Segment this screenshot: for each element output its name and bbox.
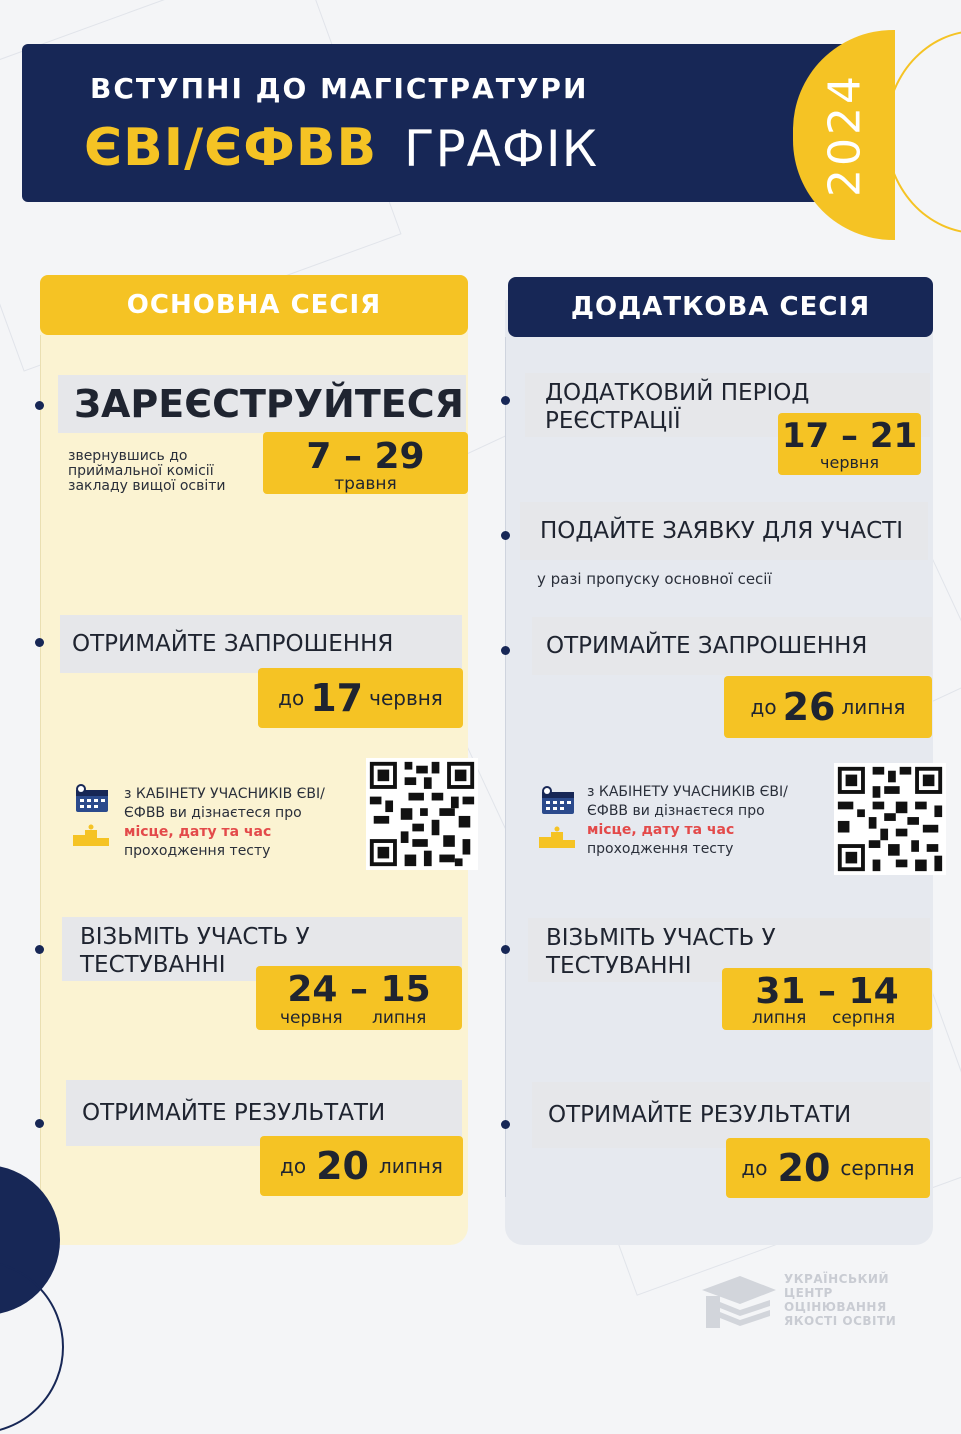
date-day: 26	[782, 685, 836, 729]
info-highlight: місце, дату та час	[124, 824, 272, 840]
logo-line: УКРАЇНСЬКИЙ	[784, 1272, 889, 1286]
info-line: з КАБІНЕТУ УЧАСНИКІВ ЄВІ/	[587, 784, 788, 800]
info-line: проходження тесту	[124, 843, 271, 859]
header-title-accent: ЄВІ/ЄФВВ	[84, 118, 378, 178]
podium-icon	[538, 826, 576, 850]
extra-apply-title: ПОДАЙТЕ ЗАЯВКУ ДЛЯ УЧАСТІ	[520, 502, 928, 560]
logo-line: ОЦІНЮВАННЯ	[784, 1300, 887, 1314]
date-prefix: до	[278, 686, 305, 710]
extra-info-text	[587, 783, 788, 859]
extra-results-title: ОТРИМАЙТЕ РЕЗУЛЬТАТИ	[532, 1082, 930, 1148]
info-line: проходження тесту	[587, 841, 734, 857]
main-register-date-pill	[263, 432, 468, 494]
date-month: липня	[841, 695, 906, 719]
date-month: червня	[369, 686, 443, 710]
date-month-end: серпня	[832, 1008, 896, 1028]
main-info-text	[124, 785, 325, 861]
calendar-icon	[74, 784, 110, 814]
qr-code[interactable]	[366, 758, 478, 870]
note-line: приймальної комісії	[68, 463, 214, 479]
extra-timeline-line	[505, 337, 506, 1197]
timeline-dot	[501, 396, 510, 405]
extra-session-heading: ДОДАТКОВА СЕСІЯ	[508, 277, 933, 337]
podium-icon	[72, 824, 110, 848]
extra-results-date-pill	[726, 1138, 930, 1198]
main-invite-title: ОТРИМАЙТЕ ЗАПРОШЕННЯ	[60, 615, 462, 673]
date-prefix: до	[750, 695, 777, 719]
date-day: 17	[310, 676, 364, 720]
date-range: 24 – 15	[287, 969, 431, 1010]
date-range: 31 – 14	[755, 971, 899, 1012]
date-prefix: до	[741, 1156, 768, 1180]
date-day: 20	[777, 1146, 831, 1190]
header-subtitle: ВСТУПНІ ДО МАГІСТРАТУРИ	[90, 72, 589, 105]
note-line: звернувшись до	[68, 448, 188, 464]
date-range: 17 – 21	[781, 416, 918, 456]
info-line: ЄФВВ ви дізнаєтеся про	[587, 803, 765, 819]
timeline-dot	[35, 401, 44, 410]
date-month: травня	[334, 474, 397, 494]
date-month: серпня	[840, 1156, 915, 1180]
timeline-dot	[501, 646, 510, 655]
timeline-dot	[501, 531, 510, 540]
date-month: липня	[379, 1154, 443, 1178]
ucoyo-logo-icon	[700, 1272, 778, 1334]
date-month-start: липня	[752, 1008, 807, 1028]
timeline-dot	[501, 1120, 510, 1129]
timeline-dot	[501, 945, 510, 954]
date-prefix: до	[280, 1154, 307, 1178]
timeline-dot	[35, 638, 44, 647]
date-month-start: червня	[280, 1008, 343, 1028]
main-test-date-pill	[256, 966, 462, 1030]
test-title-line: ВІЗЬМІТЬ УЧАСТЬ У	[546, 925, 776, 951]
test-title-line: ТЕСТУВАННІ	[80, 952, 226, 978]
test-title-line: ВІЗЬМІТЬ УЧАСТЬ У	[80, 924, 310, 950]
timeline-dot	[35, 1119, 44, 1128]
main-results-date-pill	[260, 1136, 463, 1196]
logo-line: ЯКОСТІ ОСВІТИ	[784, 1314, 897, 1328]
register-title-line: ДОДАТКОВИЙ ПЕРІОД	[545, 380, 810, 406]
register-title-line: РЕЄСТРАЦІЇ	[545, 408, 681, 434]
date-day: 20	[316, 1144, 369, 1188]
logo-line: ЦЕНТР	[784, 1286, 833, 1300]
main-invite-date-pill	[258, 668, 463, 728]
date-range: 7 – 29	[306, 436, 425, 477]
info-line: ЄФВВ ви дізнаєтеся про	[124, 805, 302, 821]
main-register-title: ЗАРЕЄСТРУЙТЕСЯ	[58, 375, 466, 433]
info-line: з КАБІНЕТУ УЧАСНИКІВ ЄВІ/	[124, 786, 325, 802]
date-month-end: липня	[372, 1008, 427, 1028]
timeline-dot	[35, 945, 44, 954]
extra-register-date-pill	[778, 413, 921, 475]
year-label: 2024	[819, 73, 871, 197]
header-title: ГРАФІК	[404, 120, 599, 178]
main-results-title: ОТРИМАЙТЕ РЕЗУЛЬТАТИ	[66, 1080, 462, 1146]
extra-apply-note: у разі пропуску основної сесії	[537, 570, 772, 588]
info-highlight: місце, дату та час	[587, 822, 735, 838]
test-title-line: ТЕСТУВАННІ	[546, 953, 692, 979]
extra-invite-date-pill	[724, 676, 932, 738]
calendar-icon	[540, 786, 576, 816]
main-session-heading: ОСНОВНА СЕСІЯ	[40, 275, 468, 335]
extra-invite-title: ОТРИМАЙТЕ ЗАПРОШЕННЯ	[532, 617, 932, 675]
extra-test-date-pill	[722, 968, 932, 1030]
qr-code[interactable]	[834, 763, 946, 875]
note-line: закладу вищої освіти	[68, 478, 226, 494]
main-register-note	[68, 449, 226, 494]
main-timeline-line	[40, 335, 41, 1195]
date-month: червня	[820, 453, 879, 472]
logo-text	[784, 1272, 896, 1328]
